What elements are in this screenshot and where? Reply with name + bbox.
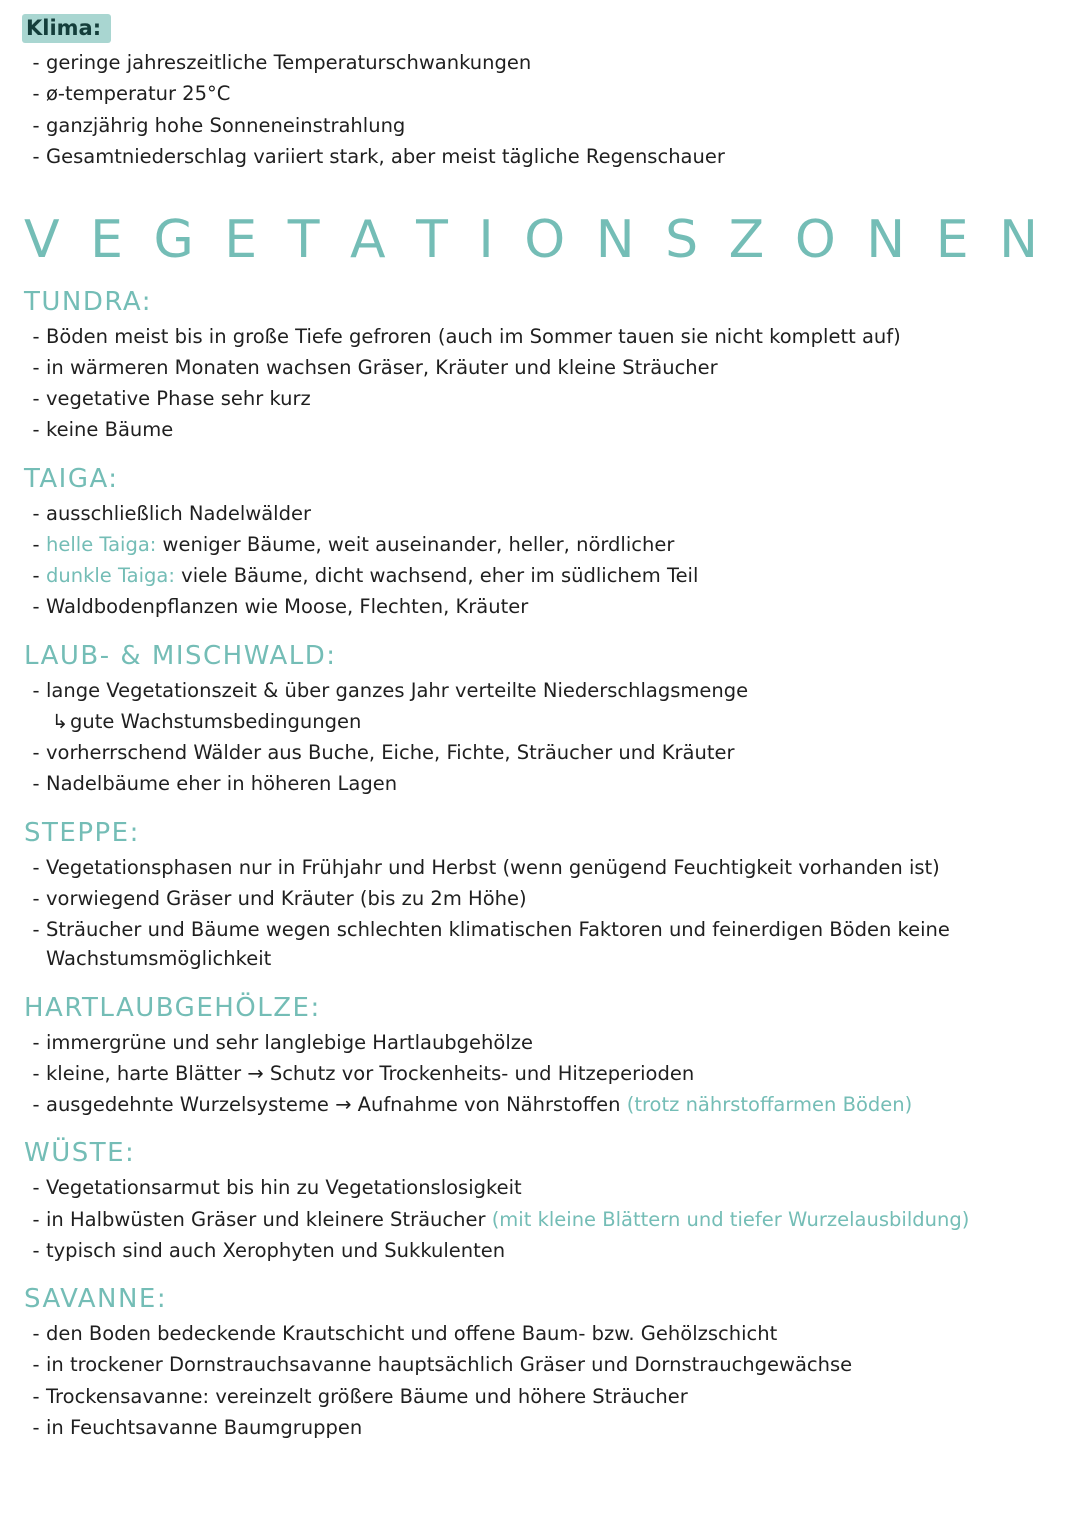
section-bullet-list	[26, 853, 1054, 974]
plain-text: Böden meist bis in große Tiefe gefroren (auch im Sommer tauen sie nicht komplett auf)	[46, 324, 901, 348]
bullet-text	[46, 1319, 1054, 1348]
bullet-text	[46, 415, 1054, 444]
plain-text: in Feuchtsavanne Baumgruppen	[46, 1415, 363, 1439]
bullet-item	[26, 1319, 1054, 1348]
section-bullet-list	[26, 1028, 1054, 1120]
bullet-marker: -	[32, 1415, 40, 1439]
plain-text: ausgedehnte Wurzelsysteme → Aufnahme von Nährstoffen	[46, 1093, 627, 1117]
bullet-item	[26, 738, 1054, 767]
bullet-text	[46, 1413, 1054, 1442]
bullet-item	[26, 884, 1054, 913]
bullet-marker: -	[32, 918, 40, 942]
bullet-text	[46, 384, 1054, 413]
bullet-marker: -	[32, 1030, 40, 1054]
bullet-text	[46, 592, 1054, 621]
bullet-marker: -	[32, 678, 40, 702]
bullet-text	[46, 738, 1054, 767]
topic-section	[26, 1138, 1054, 1265]
topic-section	[26, 818, 1054, 974]
bullet-item	[26, 499, 1054, 528]
accent-text: helle Taiga:	[46, 532, 157, 556]
plain-text: Vegetationsphasen nur in Frühjahr und Herbst (wenn genügend Feuchtigkeit vorhanden ist)	[46, 855, 940, 879]
bullet-marker: -	[32, 1384, 40, 1408]
bullet-marker: -	[32, 324, 40, 348]
bullet-item	[26, 676, 1054, 705]
bullet-text	[46, 142, 1054, 171]
bullet-item	[26, 1236, 1054, 1265]
bullet-text	[46, 1090, 1054, 1119]
section-title: STEPPE:	[24, 817, 140, 848]
accent-text: (trotz nährstoffarmen Böden)	[626, 1093, 913, 1117]
bullet-text	[46, 1205, 1054, 1234]
bullet-marker: -	[32, 113, 40, 137]
bullet-marker: -	[32, 1176, 40, 1200]
bullet-text	[46, 1059, 1054, 1088]
bullet-item	[26, 915, 1054, 974]
bullet-item	[26, 1090, 1054, 1119]
bullet-text	[46, 111, 1054, 140]
topic-section	[26, 641, 1054, 799]
bullet-marker: -	[32, 886, 40, 910]
bullet-text	[46, 499, 1054, 528]
plain-text: ø-temperatur 25°C	[46, 82, 231, 106]
bullet-item	[26, 1028, 1054, 1057]
bullet-marker: -	[32, 355, 40, 379]
plain-text: den Boden bedeckende Krautschicht und offene Baum- bzw. Gehölzschicht	[46, 1322, 778, 1346]
bullet-item	[26, 353, 1054, 382]
bullet-text	[46, 353, 1054, 382]
plain-text: Sträucher und Bäume wegen schlechten klimatischen Faktoren und feinerdigen Böden keine Wachstumsmöglichkeit	[46, 918, 950, 971]
bullet-item	[26, 1350, 1054, 1379]
plain-text: gute Wachstumsbedingungen	[70, 709, 362, 733]
bullet-text	[46, 79, 1054, 108]
section-bullet-list	[26, 1173, 1054, 1265]
bullet-text	[46, 530, 1054, 559]
bullet-marker: -	[32, 51, 40, 74]
plain-text: in wärmeren Monaten wachsen Gräser, Kräuter und kleine Sträucher	[46, 355, 718, 379]
plain-text: Waldbodenpflanzen wie Moose, Flechten, Kräuter	[46, 595, 529, 619]
section-bullet-list	[26, 322, 1054, 445]
bullet-marker: -	[32, 1061, 40, 1085]
klima-section	[26, 14, 1054, 171]
bullet-text	[46, 884, 1054, 913]
section-title: HARTLAUBGEHÖLZE:	[24, 992, 321, 1023]
bullet-text	[46, 853, 1054, 882]
bullet-text	[46, 1382, 1054, 1411]
plain-text: vegetative Phase sehr kurz	[46, 387, 311, 411]
bullet-item	[26, 322, 1054, 351]
bullet-marker: -	[32, 772, 40, 796]
bullet-item	[26, 1059, 1054, 1088]
bullet-item	[26, 769, 1054, 798]
plain-text: Gesamtniederschlag variiert stark, aber meist tägliche Regenschauer	[46, 144, 725, 168]
topic-section	[26, 287, 1054, 445]
klima-title: Klima:	[22, 14, 111, 43]
bullet-marker: -	[32, 418, 40, 442]
plain-text: Nadelbäume eher in höheren Lagen	[46, 772, 398, 796]
klima-bullet-list	[26, 48, 1054, 171]
bullet-text	[46, 1028, 1054, 1057]
plain-text: kleine, harte Blätter → Schutz vor Trockenheits- und Hitzeperioden	[46, 1061, 695, 1085]
plain-text: in trockener Dornstrauchsavanne hauptsächlich Gräser und Dornstrauchgewächse	[46, 1353, 853, 1377]
plain-text: typisch sind auch Xerophyten und Sukkulenten	[46, 1238, 506, 1262]
bullet-marker: -	[32, 1238, 40, 1262]
plain-text: lange Vegetationszeit & über ganzes Jahr verteilte Niederschlagsmenge	[46, 678, 749, 702]
bullet-marker: -	[32, 82, 40, 106]
bullet-marker: -	[32, 564, 40, 588]
topic-section	[26, 1284, 1054, 1442]
bullet-item	[26, 1413, 1054, 1442]
bullet-text	[46, 1173, 1054, 1202]
bullet-item	[26, 1382, 1054, 1411]
bullet-item	[26, 1173, 1054, 1202]
bullet-item	[26, 530, 1054, 559]
bullet-item	[26, 415, 1054, 444]
bullet-text	[46, 322, 1054, 351]
bullet-item	[26, 707, 1054, 736]
plain-text: vorwiegend Gräser und Kräuter (bis zu 2m Höhe)	[46, 886, 527, 910]
accent-text: (mit kleine Blättern und tiefer Wurzelausbildung)	[491, 1207, 970, 1231]
bullet-item	[26, 853, 1054, 882]
bullet-marker: -	[32, 595, 40, 619]
section-title: TUNDRA:	[24, 286, 152, 317]
bullet-item	[26, 592, 1054, 621]
bullet-text	[46, 48, 1054, 77]
bullet-text	[46, 769, 1054, 798]
bullet-marker: -	[32, 1353, 40, 1377]
plain-text: ausschließlich Nadelwälder	[46, 501, 311, 525]
bullet-marker: ↳	[51, 709, 69, 733]
bullet-item	[26, 142, 1054, 171]
section-title: SAVANNE:	[24, 1284, 168, 1315]
accent-text: dunkle Taiga:	[46, 564, 175, 588]
bullet-text	[46, 1350, 1054, 1379]
plain-text: immergrüne und sehr langlebige Hartlaubgehölze	[46, 1030, 533, 1054]
bullet-item	[26, 1205, 1054, 1234]
sections-container	[26, 287, 1054, 1443]
section-bullet-list	[26, 499, 1054, 622]
bullet-marker: -	[32, 144, 40, 168]
bullet-text	[46, 676, 1054, 705]
plain-text: viele Bäume, dicht wachsend, eher im südlichem Teil	[174, 564, 699, 588]
plain-text: geringe jahreszeitliche Temperaturschwankungen	[46, 51, 532, 74]
page-title: V E G E T A T I O N S Z O N E N	[24, 210, 1045, 270]
bullet-marker: -	[32, 532, 40, 556]
plain-text: weniger Bäume, weit auseinander, heller, nördlicher	[156, 532, 675, 556]
bullet-item	[26, 48, 1054, 77]
bullet-item	[26, 384, 1054, 413]
section-bullet-list	[26, 1319, 1054, 1442]
plain-text: Vegetationsarmut bis hin zu Vegetationslosigkeit	[46, 1176, 522, 1200]
plain-text: in Halbwüsten Gräser und kleinere Sträucher	[46, 1207, 492, 1231]
section-title: LAUB- & MISCHWALD:	[24, 640, 337, 671]
bullet-text	[46, 1236, 1054, 1265]
bullet-item	[26, 79, 1054, 108]
bullet-marker: -	[32, 1207, 40, 1231]
bullet-text	[46, 915, 1054, 974]
bullet-marker: -	[32, 741, 40, 765]
section-title: WÜSTE:	[24, 1138, 136, 1169]
bullet-marker: -	[32, 387, 40, 411]
plain-text: Trockensavanne: vereinzelt größere Bäume und höhere Sträucher	[46, 1384, 688, 1408]
section-title: TAIGA:	[24, 463, 119, 494]
bullet-item	[26, 561, 1054, 590]
topic-section	[26, 464, 1054, 622]
bullet-text	[70, 707, 1054, 736]
bullet-marker: -	[32, 1322, 40, 1346]
plain-text: vorherrschend Wälder aus Buche, Eiche, Fichte, Sträucher und Kräuter	[46, 741, 735, 765]
topic-section	[26, 993, 1054, 1120]
bullet-item	[26, 111, 1054, 140]
bullet-text	[46, 561, 1054, 590]
section-bullet-list	[26, 676, 1054, 799]
bullet-marker: -	[32, 855, 40, 879]
plain-text: ganzjährig hohe Sonneneinstrahlung	[46, 113, 406, 137]
plain-text: keine Bäume	[46, 418, 174, 442]
bullet-marker: -	[32, 1093, 40, 1117]
bullet-marker: -	[32, 501, 40, 525]
